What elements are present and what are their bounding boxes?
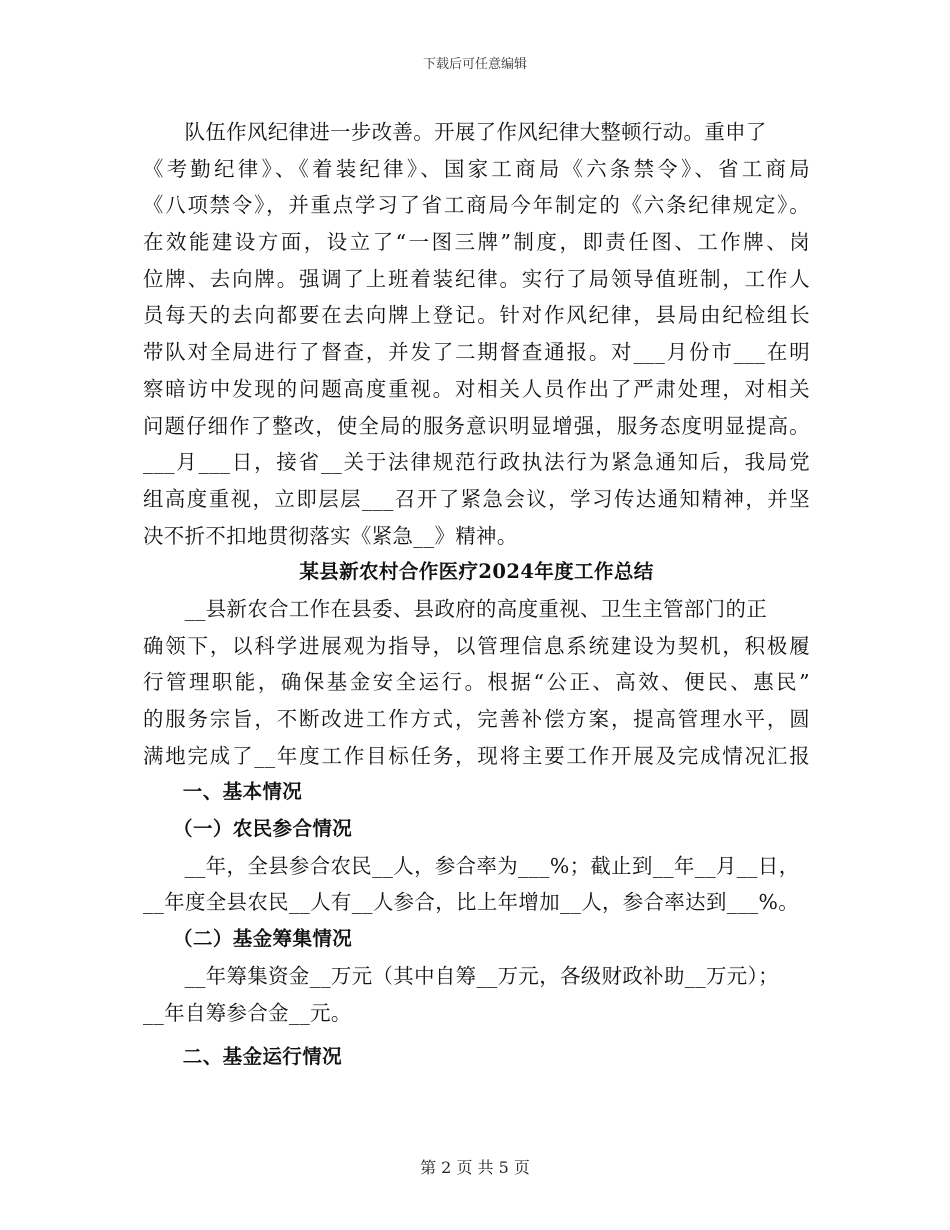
paragraph-line: 决不折不扣地贯彻落实《紧急__》精神。	[143, 523, 518, 548]
paragraph-line: 带队对全局进行了督查，并发了二期督查通报。对___月份市___在明	[143, 340, 810, 365]
subsection-heading: （一）农民参合情况	[143, 817, 353, 841]
paragraph-line: __县新农合工作在县委、县政府的高度重视、卫生主管部门的正	[143, 596, 768, 621]
document-body	[143, 114, 810, 1076]
page-number: 第 2 页 共 5 页	[420, 1158, 530, 1177]
paragraph-line: 位牌、去向牌。强调了上班着装纪律。实行了局领导值班制，工作人	[143, 266, 810, 291]
subsection-heading: （二）基金筹集情况	[143, 927, 353, 951]
paragraph-line: 问题仔细作了整改，使全局的服务意识明显增强，服务态度明显提高。	[143, 413, 810, 438]
paragraph-line: 确领下，以科学进展观为指导，以管理信息系统建设为契机，积极履	[143, 633, 810, 658]
paragraph-line: __年，全县参合农民__人，参合率为___%；截止到__年__月__日，	[143, 853, 800, 878]
paragraph-line: __年自筹参合金__元。	[143, 1000, 352, 1025]
paragraph-line: 组高度重视，立即层层___召开了紧急会议，学习传达通知精神，并坚	[143, 486, 810, 511]
paragraph-line: 《考勤纪律》、《着装纪律》、国家工商局《六条禁令》、省工商局	[143, 156, 810, 181]
paragraph-line: 《八项禁令》，并重点学习了省工商局今年制定的《六条纪律规定》。	[143, 193, 810, 218]
paragraph-line: 在效能建设方面，设立了“一图三牌”制度，即责任图、工作牌、岗	[143, 230, 810, 255]
section-heading: 二、基金运行情况	[143, 1045, 343, 1069]
paragraph-line: 察暗访中发现的问题高度重视。对相关人员作出了严肃处理，对相关	[143, 376, 810, 401]
paragraph-line: 的服务宗旨，不断改进工作方式，完善补偿方案，提高管理水平，圆	[143, 707, 810, 731]
section-heading: 一、基本情况	[143, 780, 303, 804]
page-header-note: 下载后可任意编辑	[422, 57, 527, 72]
paragraph-line: 行管理职能，确保基金安全运行。根据“公正、高效、便民、惠民”	[143, 670, 810, 695]
paragraph-line: __年度全县农民__人有__人参合，比上年增加__人，参合率达到___%。	[143, 890, 800, 915]
paragraph-spacer	[143, 1031, 810, 1039]
paragraph-line: __年筹集资金__万元（其中自筹__万元，各级财政补助__万元）；	[143, 963, 779, 988]
paragraph-line: ___月___日，接省__关于法律规范行政执法行为紧急通知后，我局党	[143, 450, 810, 475]
paragraph-line: 满地完成了__年度工作目标任务，现将主要工作开展及完成情况汇报	[143, 743, 810, 768]
paragraph-line: 队伍作风纪律进一步改善。开展了作风纪律大整顿行动。重申了	[143, 120, 767, 144]
paragraph-line: 员每天的去向都要在去向牌上登记。针对作风纪律，县局由纪检组长	[143, 303, 810, 328]
document-title: 某县新农村合作医疗2024年度工作总结	[299, 560, 654, 584]
